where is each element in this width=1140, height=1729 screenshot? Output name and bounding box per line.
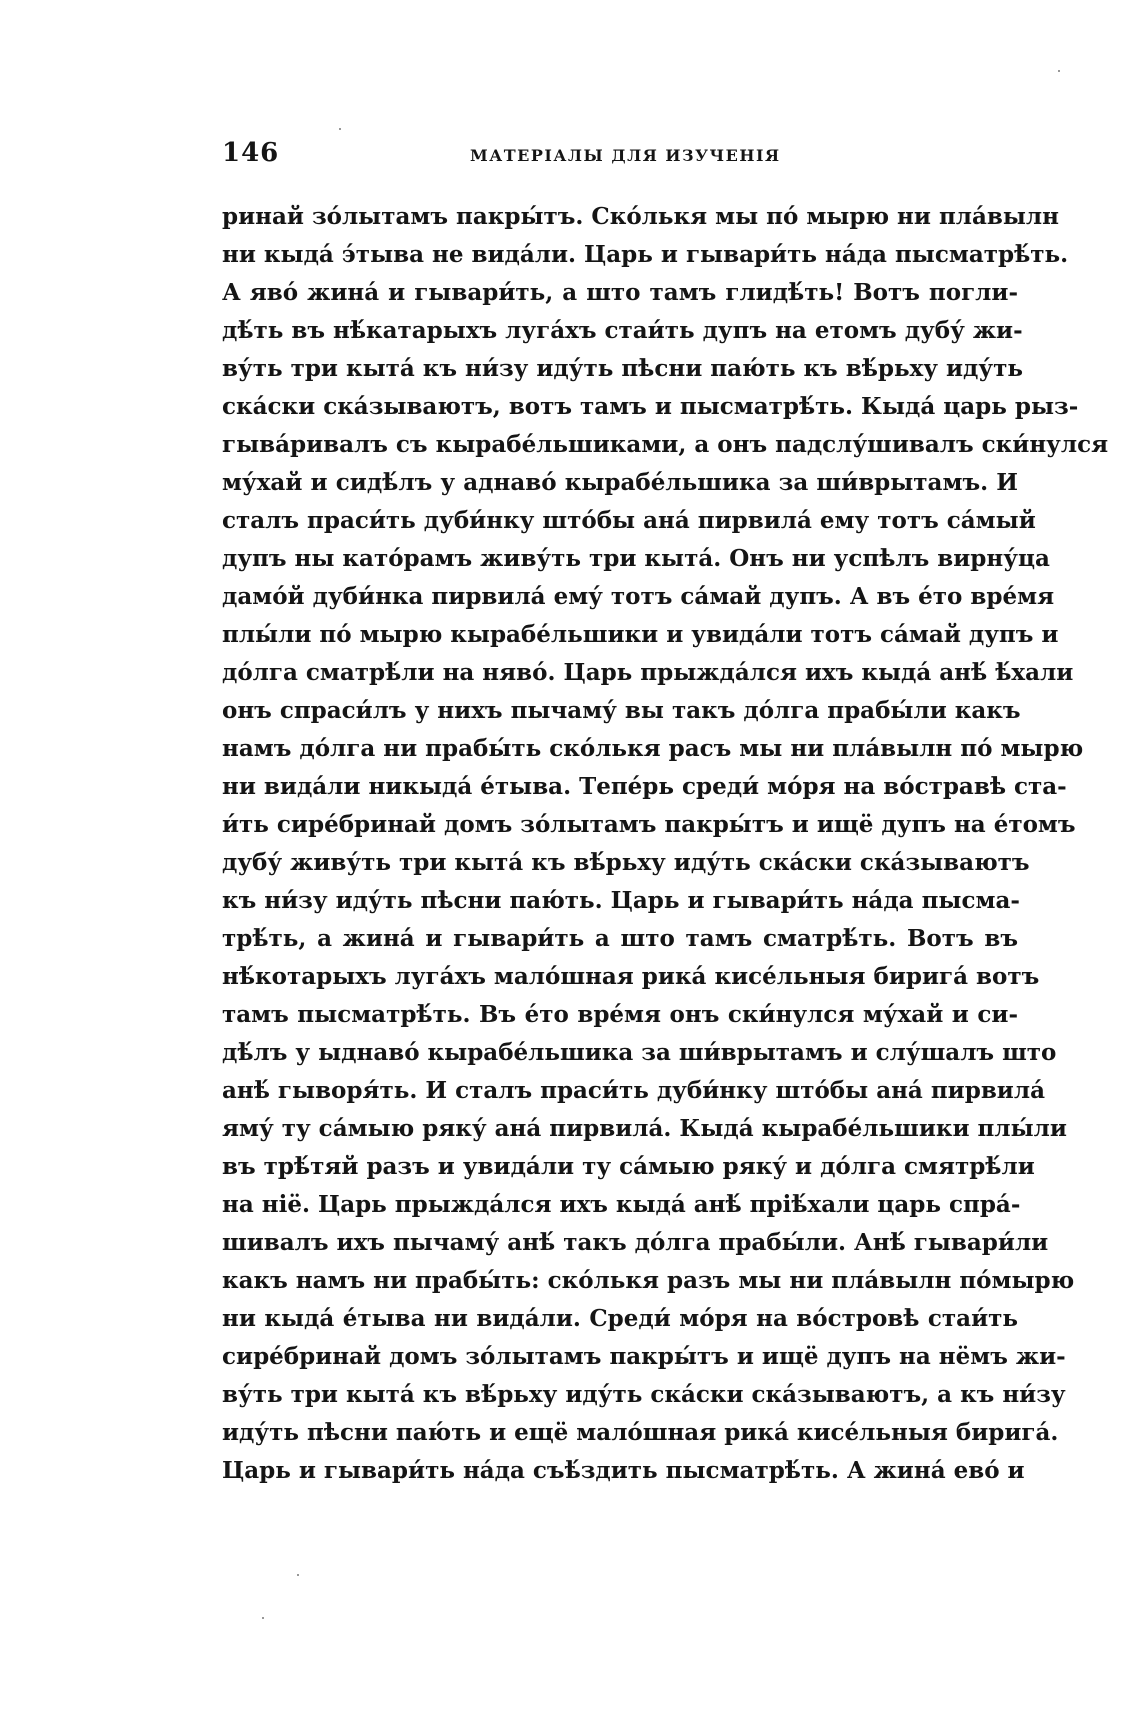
text-line: тамъ пысматрѣ́ть. Въ е́то вре́мя онъ ски́нулся му́хай и си- [222,1001,1018,1028]
text-line: му́хай и сидѣ́лъ у аднаво́ кырабе́льшика за ши́врытамъ. И [222,469,1018,496]
scan-speck [339,128,341,130]
text-line: сире́бринай домъ зо́лытамъ пакры́тъ и ищё дупъ на нёмъ жи- [222,1343,1066,1370]
text-line: нѣ́котарыхъ луга́хъ мало́шная рика́ кисе́льныя бирига́ вотъ [222,963,1040,990]
text-line: ву́ть три кыта́ къ ни́зу иду́ть пѣсни паю́ть къ вѣ́рьху иду́ть [222,355,1023,382]
text-line: Царь и гывари́ть на́да съѣ́здить пысматрѣ́ть. А жина́ ево́ и [222,1457,1025,1484]
body-text [222,198,1109,1490]
text-line: плы́ли по́ мырю кырабе́льшики и увида́ли тотъ са́май дупъ и [222,621,1059,648]
text-line: ву́ть три кыта́ къ вѣ́рьху иду́ть ска́ски ска́зываютъ, а къ ни́зу [222,1381,1066,1408]
scan-speck [1058,70,1060,72]
text-line: и́ть сире́бринай домъ зо́лытамъ пакры́тъ и ищё дупъ на е́томъ [222,811,1076,838]
text-line: иду́ть пѣсни паю́ть и ещё мало́шная рика́ кисе́льныя бирига́. [222,1419,1059,1446]
text-line: до́лга сматрѣ́ли на няво́. Царь прыжда́лся ихъ кыда́ анѣ́ ѣ́хали [222,659,1074,686]
text-line: анѣ́ гыворя́ть. И сталъ праси́ть дуби́нку што́бы ана́ пирвила́ [222,1077,1045,1104]
text-line: дѣ́лъ у ыднаво́ кырабе́льшика за ши́врытамъ и слу́шалъ што [222,1039,1057,1066]
text-line: ни кыда́ э́тыва не вида́ли. Царь и гывари́ть на́да пысматрѣ́ть. [222,241,1069,268]
text-line: шивалъ ихъ пычаму́ анѣ́ такъ до́лга прабы́ли. Анѣ́ гывари́ли [222,1229,1049,1256]
text-line: ни вида́ли никыда́ е́тыва. Тепе́рь среди́ мо́ря на во́стравѣ ста- [222,773,1067,800]
text-line: какъ намъ ни прабы́ть: ско́лькя разъ мы ни пла́вылн по́мырю [222,1267,1075,1294]
text-line: онъ спраси́лъ у нихъ пычаму́ вы такъ до́лга прабы́ли какъ [222,697,1021,724]
text-line: сталъ праси́ть дуби́нку што́бы ана́ пирвила́ ему тотъ са́мый [222,507,1036,534]
text-line: къ ни́зу иду́ть пѣсни паю́ть. Царь и гывари́ть на́да пысма- [222,887,1020,914]
text-line: въ трѣ́тяй разъ и увида́ли ту са́мыю ряку́ и до́лга смятрѣ́ли [222,1153,1035,1180]
text-line: ринай зо́лытамъ пакры́тъ. Ско́лькя мы по́ мырю ни пла́вылн [222,203,1059,230]
scan-speck [262,1617,264,1619]
text-line: намъ до́лга ни прабы́ть ско́лькя расъ мы ни пла́вылн по́ мырю [222,735,1084,762]
text-line: яму́ ту са́мыю ряку́ ана́ пирвила́. Кыда́ кырабе́льшики плы́ли [222,1115,1067,1142]
text-line: на нiё. Царь прыжда́лся ихъ кыда́ анѣ́ прiѣ́хали царь спра́- [222,1191,1021,1218]
text-line: трѣ́ть, а жина́ и гывари́ть а што тамъ сматрѣ́ть. Вотъ въ [222,925,1018,952]
running-head: МАТЕРІАЛЫ ДЛЯ ИЗУЧЕНІЯ [470,146,781,165]
text-line: А яво́ жина́ и гывари́ть, а што тамъ глидѣ́ть! Вотъ погли- [222,279,1018,306]
text-line: гыва́ривалъ съ кырабе́льшиками, а онъ падслу́шивалъ ски́нулся [222,431,1109,458]
scan-speck [297,1574,299,1576]
text-line: дубу́ живу́ть три кыта́ къ вѣ́рьху иду́ть ска́ски ска́зываютъ [222,849,1030,876]
text-line: ни кыда́ е́тыва ни вида́ли. Среди́ мо́ря на во́стровѣ стаи́ть [222,1305,1018,1332]
text-line: дамо́й дуби́нка пирвила́ ему́ тотъ са́май дупъ. А въ е́то вре́мя [222,583,1055,610]
text-line: дѣ́ть въ нѣ́катарыхъ луга́хъ стаи́ть дупъ на етомъ дубу́ жи- [222,317,1023,344]
text-line: дупъ ны като́рамъ живу́ть три кыта́. Онъ ни успѣлъ вирну́ца [222,545,1050,572]
page-number: 146 [222,138,280,168]
text-line: ска́ски ска́зываютъ, вотъ тамъ и пысматрѣ́ть. Кыда́ царь рыз- [222,393,1079,420]
